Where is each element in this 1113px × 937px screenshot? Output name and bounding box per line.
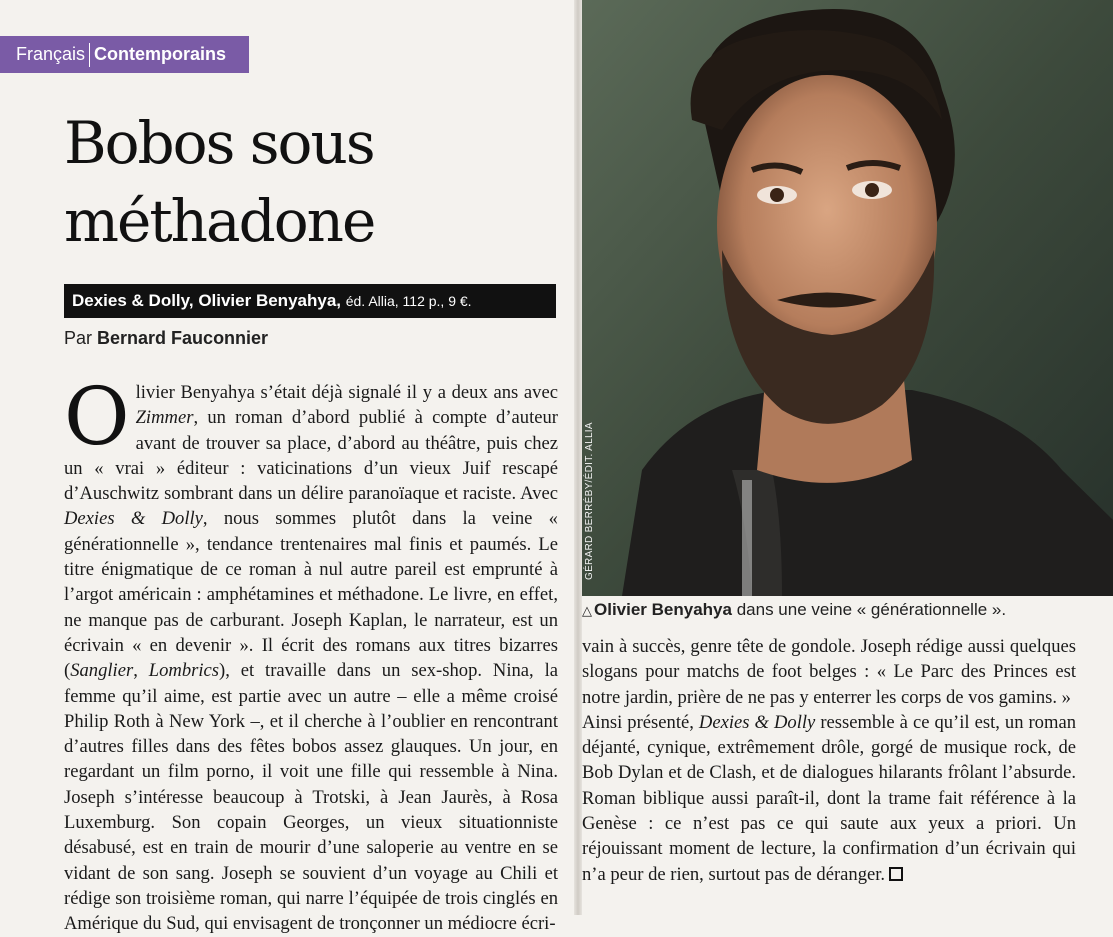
subsection-label: Contemporains (94, 44, 227, 64)
byline-prefix: Par (64, 328, 93, 348)
author-photo (582, 0, 1113, 596)
body-text: , (133, 660, 149, 682)
headline-line-1: Bobos sous (64, 109, 374, 177)
body-text: , nous sommes plutôt dans la veine « générationnelle », tendance trentenaires mal finis et paumés. Le titre énigmatique de ce roman à nul autre pareil est emprunté à l’argot américain : amphétamines et méthadone. Le livre, en effet, ne manque pas de carburant. Joseph Kaplan, le narrateur, est un écrivain « en devenir ». Il écrit des romans aux titres bizarres ( (64, 508, 558, 682)
book-ref-sanglier: Sanglier (70, 660, 134, 682)
caption-text: dans une veine « générationnelle ». (736, 600, 1007, 619)
section-label: Français (16, 44, 86, 64)
book-details: éd. Allia, 112 p., 9 €. (345, 293, 472, 309)
section-rubric (0, 36, 249, 73)
book-ref-dexies: Dexies & Dolly (64, 508, 203, 530)
end-mark-icon (889, 867, 903, 881)
book-ref-zimmer: Zimmer (135, 407, 194, 429)
book-ref-dexies: Dexies & Dolly (698, 711, 816, 733)
byline (64, 328, 268, 349)
body-text: livier Benyahya s’était déjà signalé il y a deux ans avec (135, 382, 558, 403)
body-text: , un roman d’abord publié à compte d’auteur avant de trouver sa place, d’abord au théâtre, puis chez un « vrai » éditeur : vaticinations d’un vieux Juif rescapé d’Auschwitz sombrant dans un délire paranoïaque et raciste. Avec (64, 407, 558, 505)
book-title: Dexies & Dolly, (72, 291, 194, 310)
body-column-right (582, 634, 1076, 887)
headline-line-2: méthadone (64, 187, 375, 255)
book-author: Olivier Benyahya, (198, 291, 341, 310)
triangle-icon: △ (582, 603, 592, 618)
body-text: Ainsi présenté, (582, 711, 694, 733)
author-portrait-image (582, 0, 1113, 596)
page-gutter (574, 0, 582, 915)
book-ref-lombrics: Lombrics (148, 660, 220, 682)
rubric-separator (89, 43, 90, 67)
body-text: vain à succès, genre tête de gondole. Joseph rédige aussi quelques slogans pour matchs de foot belges : « Le Parc des Princes est notre jardin, prière de ne pas y enterrer les corps de vos gamins. » (582, 636, 1076, 708)
caption-name: Olivier Benyahya (594, 600, 732, 619)
body-text: ressemble à ce qu’il est, un roman déjanté, cynique, extrêmement drôle, gorgé de musique rock, de Bob Dylan et de Clash, et de dialogues hilarants frôlant l’absurde. Roman biblique aussi paraît-il, dont la trame fait référence à la Genèse : ce n’est pas ce qui saute aux yeux a priori. Un réjouissant moment de lecture, la confirmation d’un écrivain qui n’a peur de rien, surtout pas de déranger. (582, 711, 1076, 885)
drop-cap: O (64, 370, 130, 463)
photo-credit: GÉRARD BERRÉBY/ÉDIT. ALLIA (584, 422, 595, 580)
body-column-left (64, 370, 558, 937)
book-info-bar (64, 284, 556, 318)
photo-caption (582, 600, 1113, 620)
byline-author: Bernard Fauconnier (97, 328, 269, 348)
article-headline (64, 104, 544, 260)
body-text: ), et travaille dans un sex-shop. Nina, la femme qu’il aime, est partie avec un autre – elle a même croisé Philip Roth à New York –, et il cherche à l’oublier en rencontrant d’autres filles dans des fêtes bobos assez glauques. Un jour, en regardant un film porno, il voit une fille qui ressemble à Nina. Joseph s’intéresse beaucoup à Trotski, à Jean Jaurès, à Rosa Luxemburg. Son copain Georges, un vieux situationniste désabusé, est en train de mourir d’une saloperie au ventre en se vidant de son sang. Joseph se souvient d’un voyage au Chili et rédige son troisième roman, qui narre l’équipée de trois cinglés en Amérique du Sud, qui envisagent de tronçonner un médiocre écri- (64, 660, 558, 935)
